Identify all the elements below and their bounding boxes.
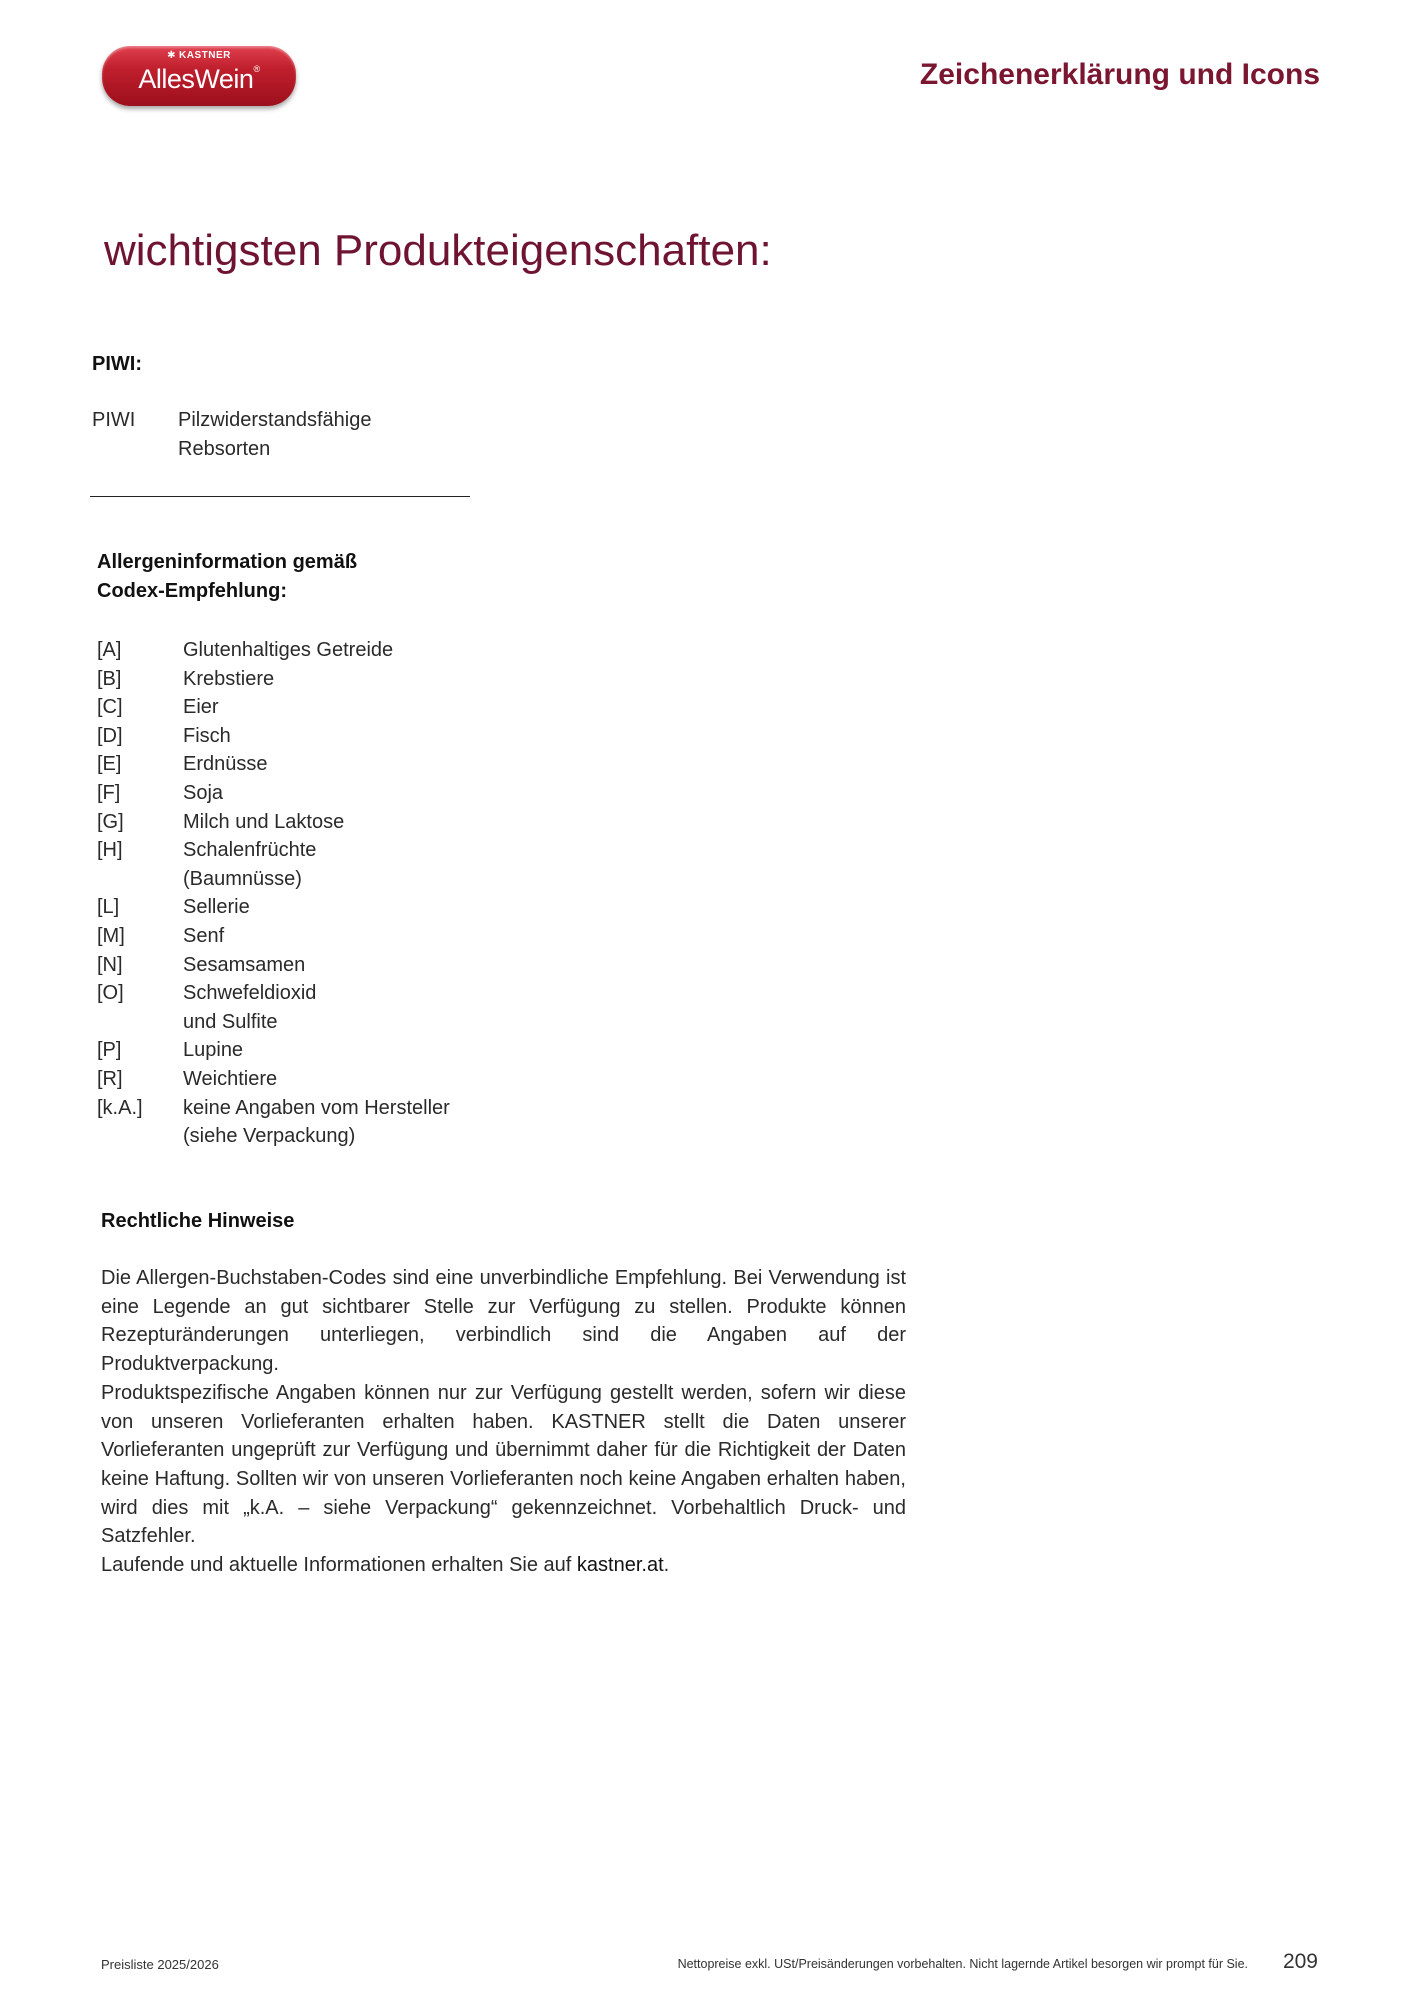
allergen-code: [E] [97,753,122,776]
allergen-row [97,922,517,951]
allergen-label: Lupine [183,1039,244,1062]
logo-brand-text: KASTNER [179,50,231,61]
allergen-code: [M] [97,925,125,947]
allergen-code: [B] [97,667,122,690]
allergen-label: (siehe Verpackung) [183,1125,356,1148]
piwi-label-line-2: Rebsorten [178,438,271,460]
legal-paragraph-1: Die Allergen-Buchstaben-Codes sind eine unverbindliche Empfehlung. Bei Verwendung ist eine Legende an gut sichtbarer Stelle zur Verfügung zu stellen. Produkte können Rezepturänderungen unterliegen, verbindlich sind die Angaben auf der Produktverpackung. [101,1267,906,1376]
allergen-label: keine Angaben vom Hersteller [183,1096,450,1119]
allergen-label: (Baumnüsse) [183,867,302,890]
allergen-row [97,836,517,893]
allergen-code: [P] [97,1039,122,1062]
allergen-label: Erdnüsse [183,753,268,776]
allergen-label: Sellerie [183,896,250,919]
legal-heading: Rechtliche Hinweise [101,1210,295,1232]
piwi-row [92,406,492,464]
logo-registered-mark: ® [253,64,260,74]
allergen-row [97,636,517,665]
piwi-heading: PIWI: [92,353,142,375]
legal-paragraph-3-end: . [663,1554,670,1577]
page-title: Zeichenerklärung und Icons [919,58,1320,91]
allergen-label: Weichtiere [183,1068,278,1090]
piwi-label-line-1: Pilzwiderstandsfähige [178,409,372,431]
logo-name-text: AllesWein [138,64,254,94]
section-divider [90,496,470,497]
allergen-label: und Sulfite [183,1010,278,1033]
allergen-row [97,1094,517,1151]
allergen-label: Krebstiere [183,667,275,690]
allergen-label: Schwefeldioxid [183,982,317,1005]
allergen-row [97,779,517,808]
website-link[interactable]: kastner.at [576,1554,664,1577]
allergen-code: [k.A.] [97,1096,143,1119]
allergen-label: Soja [183,782,224,804]
allergen-code: [F] [97,782,121,804]
allergen-row [97,1065,517,1094]
allergen-row [97,893,517,922]
piwi-code: PIWI [92,409,136,431]
logo-name [102,64,296,95]
allergen-heading-line-1: Allergeninformation gemäß [97,551,358,573]
legal-paragraph-3-text: Laufende und aktuelle Informationen erhalten Sie auf [101,1554,577,1577]
allergen-row [97,665,517,694]
legal-text [101,1264,906,1580]
allergen-code: [O] [97,982,124,1005]
allergen-row [97,693,517,722]
allergen-code: [N] [97,953,123,976]
allergen-row [97,750,517,779]
logo-brand [102,50,296,61]
allergen-heading-line-2: Codex-Empfehlung: [97,580,287,602]
allergen-code: [R] [97,1068,123,1090]
allergen-label: Fisch [183,724,231,747]
allergen-row [97,1036,517,1065]
alleswein-logo [102,46,296,106]
page-number: 209 [1282,1950,1318,1973]
footer-note: Nettopreise exkl. USt/Preisänderungen vorbehalten. Nicht lagernde Artikel besorgen wir prompt für Sie. [677,1957,1248,1971]
allergen-label: Sesamsamen [183,953,306,976]
allergen-code: [C] [97,696,123,719]
allergen-label: Schalenfrüchte [183,839,317,862]
allergen-code: [L] [97,896,120,919]
footer-pricelist-label: Preisliste 2025/2026 [101,1957,219,1972]
allergen-code: [A] [97,639,122,661]
section-subtitle: wichtigsten Produkteigenschaften: [104,226,772,275]
kastner-star-icon: ✱ [167,50,177,61]
allergen-code: [G] [97,810,124,833]
allergen-row [97,808,517,837]
legal-paragraph-3 [101,1551,906,1580]
allergen-label: Milch und Laktose [183,810,345,833]
allergen-row [97,979,517,1036]
allergen-label: Senf [183,925,225,947]
allergen-label: Eier [183,696,219,719]
allergen-row [97,722,517,751]
allergen-label: Glutenhaltiges Getreide [183,639,394,661]
allergen-code: [D] [97,724,123,747]
allergen-row [97,951,517,980]
legal-paragraph-2: Produktspezifische Angaben können nur zur Verfügung gestellt werden, sofern wir diese von unseren Vorlieferanten erhalten haben. KASTNER stellt die Daten unserer Vorlieferanten ungeprüft zur Verfügung und übernimmt daher für die Richtigkeit der Daten keine Haftung. Sollten wir von unseren Vorlieferanten noch keine Angaben erhalten haben, wird dies mit „k.A. – siehe Verpackung“ gekennzeichnet. Vorbehaltlich Druck- und Satzfehler. [101,1381,906,1548]
allergen-code: [H] [97,839,123,862]
